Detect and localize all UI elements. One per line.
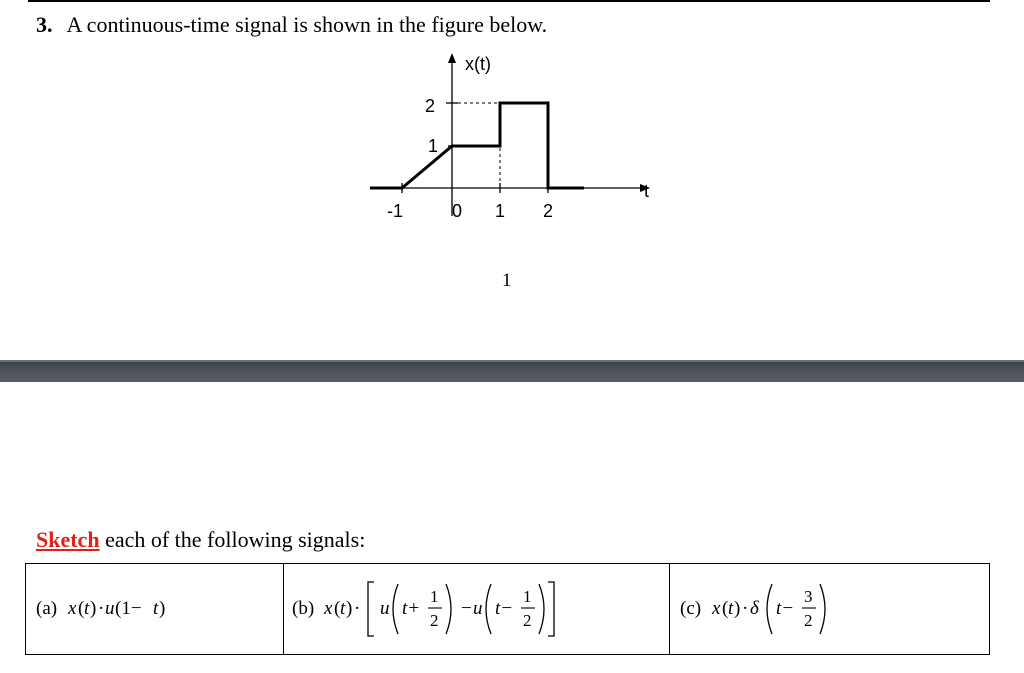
parts-table xyxy=(25,563,990,655)
problem-number: 3. xyxy=(36,12,53,37)
svg-text:(: ( xyxy=(334,598,341,619)
problem-text: A continuous-time signal is shown in the figure below. xyxy=(66,12,548,37)
part-c-dot: · xyxy=(742,598,749,619)
part-c-delta: δ xyxy=(750,598,759,619)
part-c-fx: x xyxy=(712,598,721,619)
part-c-arg: t− xyxy=(776,598,795,619)
page-number: 1 xyxy=(502,270,512,291)
instruction-emphasis: Sketch xyxy=(36,527,100,552)
problem-statement xyxy=(36,12,547,38)
svg-text:): ) xyxy=(734,598,741,619)
part-b-cell xyxy=(284,564,670,655)
y-tick-label-2: 2 xyxy=(425,96,436,116)
part-a-close: ) xyxy=(159,598,166,619)
right-paren-1 xyxy=(446,584,451,634)
part-a-t1: t xyxy=(84,598,90,619)
part-b-dot: · xyxy=(354,598,361,619)
part-b-minus: − xyxy=(461,598,472,619)
signal-waveform xyxy=(370,103,584,188)
part-b-label: (b) xyxy=(292,598,315,619)
page-break-bar xyxy=(0,360,1024,382)
svg-text:): ) xyxy=(346,598,353,619)
left-paren-1 xyxy=(393,584,398,634)
x-tick-label-neg1: -1 xyxy=(387,201,404,221)
right-paren-2 xyxy=(539,584,544,634)
right-bracket xyxy=(548,582,554,636)
part-a-expression xyxy=(26,564,283,654)
part-b-arg1: t+ xyxy=(402,598,421,619)
part-b-frac1-num: 1 xyxy=(430,587,439,606)
left-paren-c xyxy=(767,584,772,634)
signal-plot xyxy=(360,40,670,230)
part-a-dot: · xyxy=(98,598,105,619)
svg-text:): ) xyxy=(90,598,97,619)
instruction-line xyxy=(36,527,365,553)
part-b-u2: u xyxy=(473,598,483,619)
right-paren-c xyxy=(820,584,825,634)
part-c-cell xyxy=(670,564,990,655)
part-a-u: u xyxy=(105,598,115,619)
part-a-cell xyxy=(26,564,284,655)
svg-text:(: ( xyxy=(722,598,729,619)
part-c-frac-num: 3 xyxy=(804,587,813,606)
part-c-frac-den: 2 xyxy=(804,611,813,630)
x-tick-label-2: 2 xyxy=(543,201,554,221)
part-a-t2: t xyxy=(153,598,159,619)
part-b-arg2: t− xyxy=(495,598,514,619)
part-b-frac2-num: 1 xyxy=(523,587,532,606)
x-axis-label: t xyxy=(644,181,650,201)
part-c-t1: t xyxy=(728,598,734,619)
part-a-label: (a) xyxy=(36,598,58,619)
x-tick-label-1: 1 xyxy=(495,201,506,221)
left-paren-2 xyxy=(486,584,491,634)
part-c-label: (c) xyxy=(680,598,702,619)
top-rule xyxy=(28,0,990,2)
part-b-expression xyxy=(284,564,669,654)
svg-text:(: ( xyxy=(78,598,85,619)
part-b-t1: t xyxy=(340,598,346,619)
y-tick-label-1: 1 xyxy=(428,136,439,156)
part-a-fx: x xyxy=(68,598,77,619)
part-b-frac2-den: 2 xyxy=(523,611,532,630)
part-b-frac1-den: 2 xyxy=(430,611,439,630)
part-b-fx: x xyxy=(324,598,333,619)
instruction-text: each of the following signals: xyxy=(99,527,366,552)
part-a-arg: (1− xyxy=(115,598,142,619)
signal-figure xyxy=(360,40,670,230)
left-bracket xyxy=(368,582,374,636)
x-axis-arrow xyxy=(448,53,456,63)
y-axis-label: x(t) xyxy=(465,54,491,74)
part-b-u1: u xyxy=(380,598,390,619)
x-tick-label-0: 0 xyxy=(452,201,463,221)
part-c-expression xyxy=(670,564,990,654)
